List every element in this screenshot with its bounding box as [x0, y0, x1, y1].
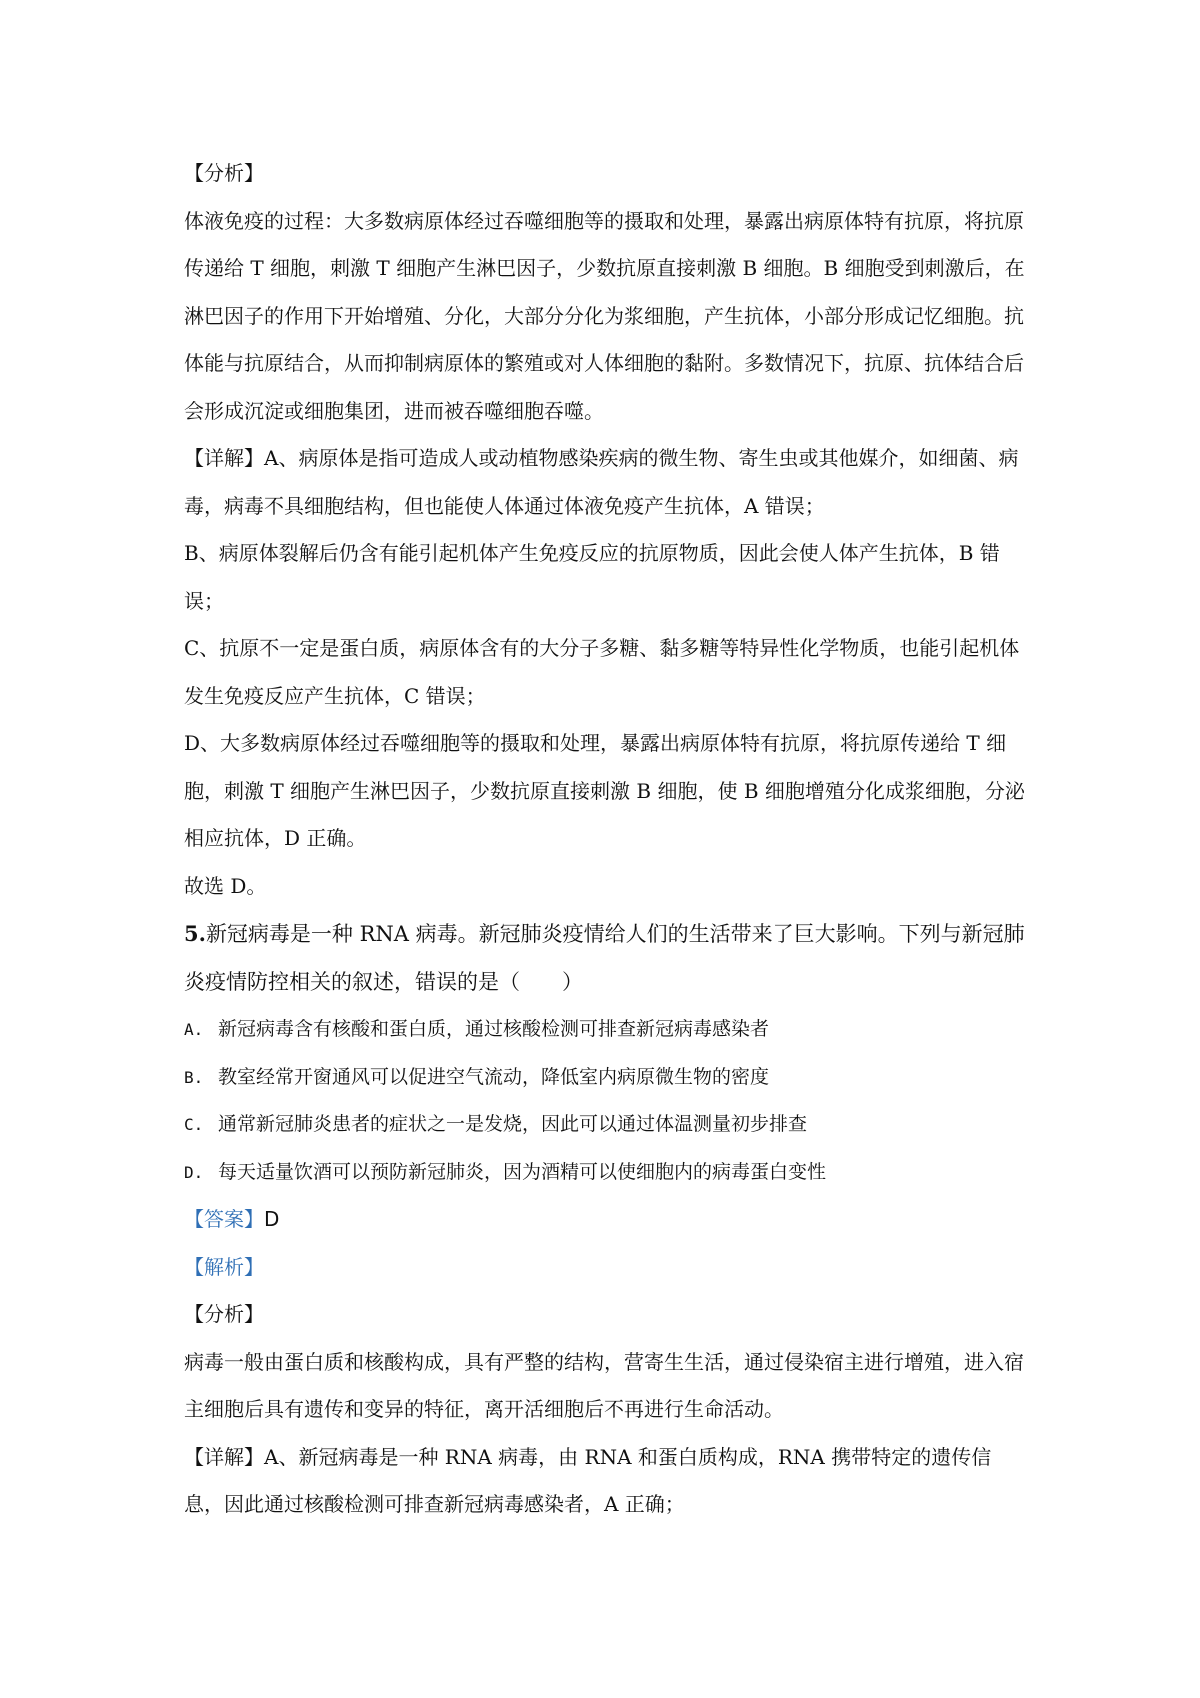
answer-label: 【答案】: [184, 1207, 264, 1231]
conclusion: 故选 D。: [184, 873, 267, 898]
detail-a-text: A、病原体是指可造成人或动植物感染疾病的微生物、寄生虫或其他媒介，如细菌、病毒，病毒不具细胞结构，但也能使人体通过体液免疫产生抗体，A 错误；: [184, 446, 1019, 518]
option-c: [184, 1101, 1030, 1149]
option-c-text: 通常新冠肺炎患者的症状之一是发烧，因此可以通过体温测量初步排查: [218, 1113, 808, 1135]
option-a: [184, 1006, 1030, 1054]
q5-detail-a-text: A、新冠病毒是一种 RNA 病毒，由 RNA 和蛋白质构成，RNA 携带特定的遗传信息，因此通过核酸检测可排查新冠病毒感染者，A 正确；: [184, 1444, 992, 1516]
option-d-label: D.: [184, 1162, 204, 1182]
option-d: [184, 1149, 1030, 1197]
q5-analysis-label: 【分析】: [184, 1302, 264, 1326]
q5-detail-paragraph-a: [184, 1434, 1030, 1529]
question-stem: [184, 910, 1030, 1006]
question-stem-text: 新冠病毒是一种 RNA 病毒。新冠肺炎疫情给人们的生活带来了巨大影响。下列与新冠肺炎疫情防控相关的叙述，错误的是（ ）: [184, 922, 1025, 994]
option-a-label: A.: [184, 1020, 204, 1039]
option-b-label: B.: [184, 1067, 204, 1087]
q5-detail-label: 【详解】: [184, 1444, 264, 1469]
explain-label: 【解析】: [184, 1254, 264, 1279]
option-c-label: C.: [184, 1115, 204, 1134]
option-a-text: 新冠病毒含有核酸和蛋白质，通过核酸检测可排查新冠病毒感染者: [218, 1018, 770, 1040]
answer-value: D: [264, 1207, 280, 1231]
q5-analysis-text: 病毒一般由蛋白质和核酸构成，具有严整的结构，营寄生生活，通过侵染宿主进行增殖，进入宿主细胞后具有遗传和变异的特征，离开活细胞后不再进行生命活动。: [184, 1349, 1024, 1421]
detail-paragraph-a: [184, 435, 1030, 530]
detail-label: 【详解】: [184, 446, 264, 470]
option-d-text: 每天适量饮酒可以预防新冠肺炎，因为酒精可以使细胞内的病毒蛋白变性: [218, 1160, 827, 1183]
option-b-text: 教室经常开窗通风可以促进空气流动，降低室内病原微生物的密度: [218, 1065, 770, 1088]
detail-paragraph-d: D、大多数病原体经过吞噬细胞等的摄取和处理，暴露出病原体特有抗原，将抗原传递给 T 细胞，刺激 T 细胞产生淋巴因子，少数抗原直接刺激 B 细胞，使 B 细胞增殖分化成浆细胞，分泌相应抗体，D 正确。: [184, 731, 1025, 850]
detail-paragraph-b: B、病原体裂解后仍含有能引起机体产生免疫反应的抗原物质，因此会使人体产生抗体，B 错误；: [184, 541, 1000, 613]
question-number: 5.: [184, 921, 206, 946]
analysis-text: 体液免疫的过程：大多数病原体经过吞噬细胞等的摄取和处理，暴露出病原体特有抗原，将抗原传递给 T 细胞，刺激 T 细胞产生淋巴因子，少数抗原直接刺激 B 细胞。B 细胞受到刺激后，在淋巴因子的作用下开始增殖、分化，大部分分化为浆细胞，产生抗体，小部分形成记忆细胞。抗体能与抗原结合，从而抑制病原体的繁殖或对人体细胞的黏附。多数情况下，抗原、抗体结合后会形成沉淀或细胞集团，进而被吞噬细胞吞噬。: [184, 208, 1025, 423]
analysis-label: 【分析】: [184, 161, 264, 185]
document-content: [184, 150, 1030, 1529]
answer-line: [184, 1196, 1030, 1244]
option-b: [184, 1054, 1030, 1102]
detail-paragraph-c: C、抗原不一定是蛋白质，病原体含有的大分子多糖、黏多糖等特异性化学物质，也能引起机体发生免疫反应产生抗体，C 错误；: [184, 636, 1020, 708]
